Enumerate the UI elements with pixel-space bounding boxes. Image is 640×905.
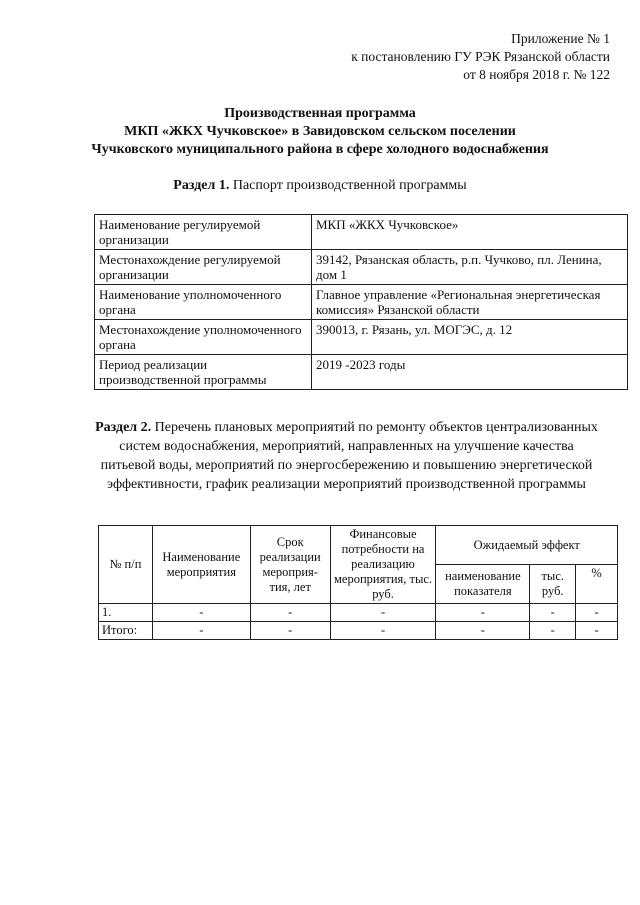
title-line-2: МКП «ЖКХ Чучковское» в Завидовском сельском поселении (124, 124, 516, 139)
table-cell: - (152, 622, 250, 640)
passport-value: 390013, г. Рязань, ул. МОГЭС, д. 12 (312, 320, 628, 355)
column-header-percent: % (576, 565, 618, 604)
table-cell: - (530, 604, 576, 622)
table-cell: Итого: (99, 622, 153, 640)
section-2-title: Перечень плановых мероприятий по ремонту объектов централизованных систем водоснабжения, мероприятий, направленных на улучшение качества питьевой воды, мероприятий по энергосбережению и повышению энергетической эффективности, график реализации мероприятий производственной программы (100, 420, 598, 492)
column-header-finance: Финансовые потребности на реализацию мероприятия, тыс. руб. (330, 526, 436, 604)
table-row (99, 622, 618, 640)
table-cell: - (330, 604, 436, 622)
plan-table (98, 525, 618, 640)
title-line-3: Чучковского муниципального района в сфере холодного водоснабжения (91, 142, 549, 157)
column-header-effect: Ожидаемый эффект (436, 526, 618, 565)
table-row (99, 604, 618, 622)
section-2-number: Раздел 2. (95, 420, 152, 435)
table-cell: - (152, 604, 250, 622)
appendix-line-2: к постановлению ГУ РЭК Рязанской области (351, 49, 610, 64)
passport-label: Местонахождение регулируемой организации (95, 250, 312, 285)
title-line-1: Производственная программа (224, 106, 416, 121)
table-cell: - (250, 604, 330, 622)
table-row (95, 215, 628, 250)
table-row (95, 285, 628, 320)
table-cell: - (576, 604, 618, 622)
appendix-line-1: Приложение № 1 (511, 31, 610, 46)
passport-value: 2019 -2023 годы (312, 355, 628, 390)
passport-value: 39142, Рязанская область, р.п. Чучково, пл. Ленина, дом 1 (312, 250, 628, 285)
table-row (95, 355, 628, 390)
column-header-thousand-rub: тыс. руб. (530, 565, 576, 604)
table-header-row (99, 526, 618, 565)
column-header-term: Срок реализации мероприя-тия, лет (250, 526, 330, 604)
table-cell: - (576, 622, 618, 640)
passport-label: Период реализации производственной программы (95, 355, 312, 390)
passport-label: Наименование регулируемой организации (95, 215, 312, 250)
passport-label: Наименование уполномоченного органа (95, 285, 312, 320)
table-cell: - (436, 604, 530, 622)
section-1-number: Раздел 1. (173, 178, 230, 193)
table-cell: - (250, 622, 330, 640)
appendix-note (351, 30, 610, 84)
table-row (95, 250, 628, 285)
table-row (95, 320, 628, 355)
table-cell: - (436, 622, 530, 640)
column-header-indicator: наименование показателя (436, 565, 530, 604)
column-header-name: Наименование мероприятия (152, 526, 250, 604)
section-1-heading (0, 178, 640, 194)
document-title (0, 105, 640, 159)
passport-label: Местонахождение уполномоченного органа (95, 320, 312, 355)
table-cell: - (330, 622, 436, 640)
passport-value: Главное управление «Региональная энергетическая комиссия» Рязанской области (312, 285, 628, 320)
column-header-number: № п/п (99, 526, 153, 604)
section-1-title: Паспорт производственной программы (229, 178, 467, 193)
appendix-line-3: от 8 ноября 2018 г. № 122 (463, 67, 610, 82)
section-2-heading (95, 418, 598, 494)
table-cell: - (530, 622, 576, 640)
passport-table (94, 214, 628, 390)
table-cell: 1. (99, 604, 153, 622)
passport-value: МКП «ЖКХ Чучковское» (312, 215, 628, 250)
